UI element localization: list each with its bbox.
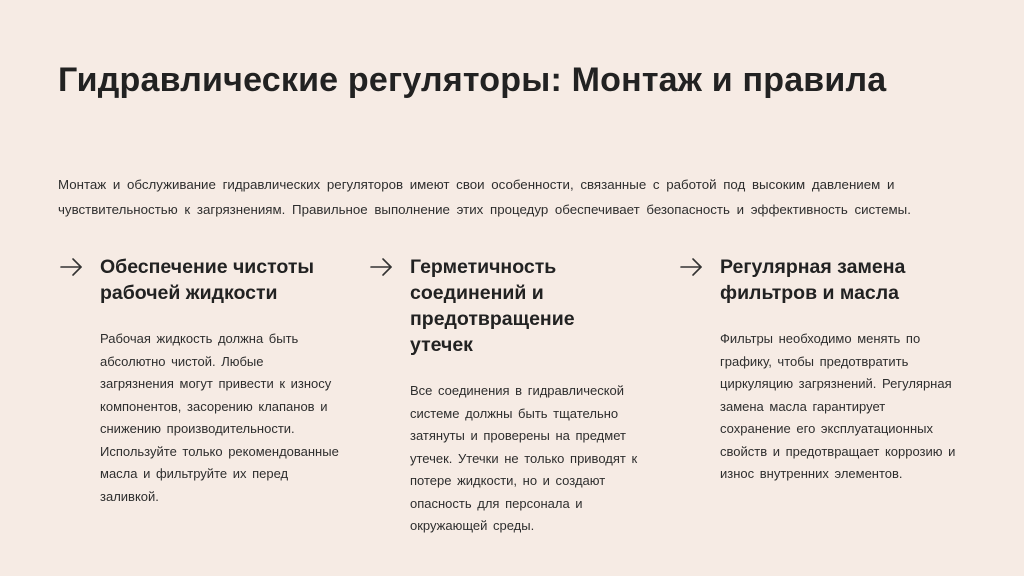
arrow-right-icon bbox=[60, 257, 84, 277]
intro-paragraph: Монтаж и обслуживание гидравлических регуляторов имеют свои особенности, связанные с работой под высоким давлением и чувствительностью к загрязнениям. Правильное выполнение этих процедур обеспечивает безопасность и эффективность системы. bbox=[58, 177, 911, 217]
column-fluid-cleanliness bbox=[60, 254, 339, 508]
column-filter-oil-replacement bbox=[680, 254, 956, 486]
arrow-right-icon bbox=[370, 257, 394, 277]
column-heading: Обеспечение чистоты рабочей жидкости bbox=[100, 256, 315, 304]
arrow-right-icon bbox=[680, 257, 704, 277]
column-heading: Регулярная замена фильтров и масла bbox=[720, 256, 906, 304]
column-heading: Герметичность соединений и предотвращение утечек bbox=[410, 256, 575, 356]
column-text: Рабочая жидкость должна быть абсолютно чистой. Любые загрязнения могут привести к износу компонентов, засорению клапанов и снижению производительности. Используйте только рекомендованные масла и фильтруйте их перед заливкой. bbox=[100, 331, 339, 504]
slide-title: Гидравлические регуляторы: Монтаж и правила bbox=[58, 61, 887, 99]
column-sealing-leaks bbox=[370, 254, 638, 538]
column-text: Фильтры необходимо менять по графику, чтобы предотвратить циркуляцию загрязнений. Регулярная замена масла гарантирует сохранение его эксплуатационных свойств и предотвращает коррозию и износ внутренних элементов. bbox=[720, 331, 956, 481]
column-text: Все соединения в гидравлической системе должны быть тщательно затянуты и проверены на предмет утечек. Утечки не только приводят к потере жидкости, но и создают опасность для персонала и окружающей среды. bbox=[410, 383, 638, 533]
